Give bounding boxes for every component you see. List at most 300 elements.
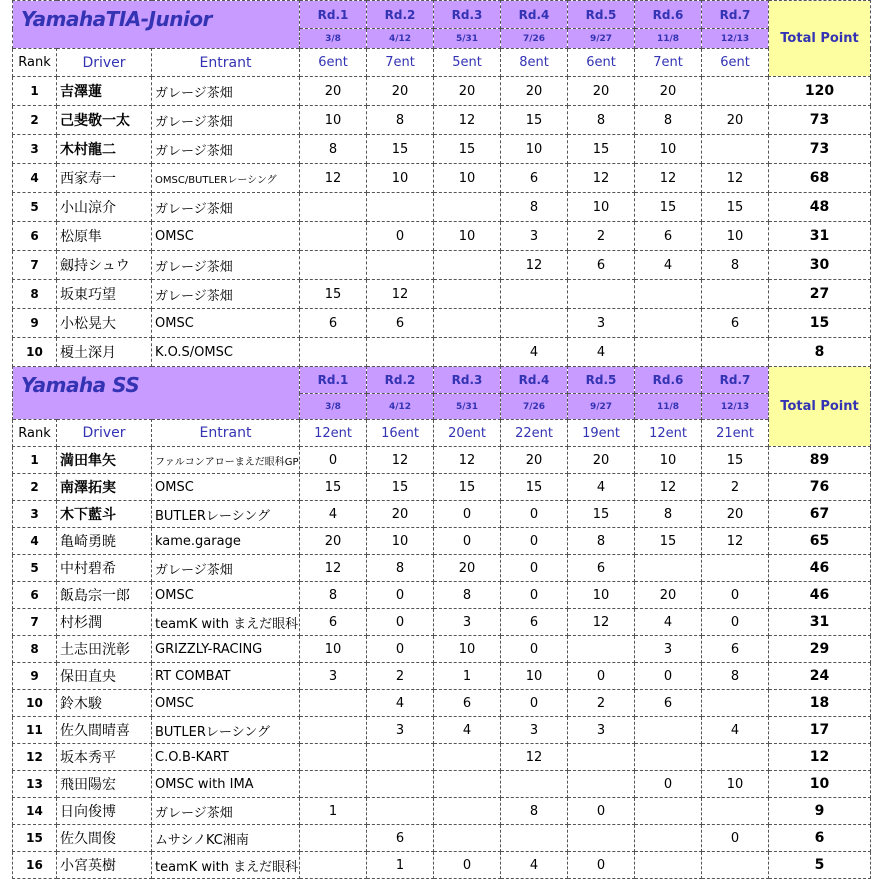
driver-cell: 満田隼矢	[57, 447, 152, 474]
section-title: YamahaTIA-Junior	[21, 7, 212, 31]
round-date: 7/26	[501, 394, 568, 420]
points-cell: 10	[501, 663, 568, 690]
rank-cell: 10	[13, 338, 57, 367]
round-label: Rd.3	[434, 1, 501, 29]
round-date: 4/12	[367, 394, 434, 420]
points-cell: 8	[501, 798, 568, 825]
points-cell	[367, 193, 434, 222]
round-label: Rd.2	[367, 367, 434, 394]
driver-cell: 松原隼	[57, 222, 152, 251]
rank-cell: 1	[13, 77, 57, 106]
entry-count: 21ent	[702, 420, 769, 447]
round-label: Rd.5	[568, 367, 635, 394]
driver-cell: 西家寿一	[57, 164, 152, 193]
total-cell: 29	[769, 636, 871, 663]
points-cell: 15	[300, 280, 367, 309]
round-label: Rd.6	[635, 367, 702, 394]
driver-cell: 飛田陽宏	[57, 771, 152, 798]
points-cell	[635, 555, 702, 582]
points-cell: 20	[702, 106, 769, 135]
points-cell	[568, 771, 635, 798]
points-cell: 12	[367, 447, 434, 474]
points-cell: 0	[635, 663, 702, 690]
entrant-cell: ガレージ茶畑	[152, 251, 300, 280]
points-cell: 12	[501, 744, 568, 771]
points-cell: 1	[434, 663, 501, 690]
points-cell: 3	[300, 663, 367, 690]
points-cell	[367, 251, 434, 280]
points-cell: 8	[367, 106, 434, 135]
points-cell: 6	[367, 825, 434, 852]
points-cell: 4	[635, 251, 702, 280]
points-cell	[501, 771, 568, 798]
table-row	[13, 663, 871, 690]
entrant-cell: teamK with まえだ眼科	[152, 609, 300, 636]
points-cell: 2	[568, 222, 635, 251]
points-cell: 4	[702, 717, 769, 744]
points-cell: 15	[367, 474, 434, 501]
driver-cell: 亀崎勇暁	[57, 528, 152, 555]
rank-cell: 3	[13, 501, 57, 528]
points-cell: 12	[702, 164, 769, 193]
points-cell: 10	[568, 193, 635, 222]
points-cell: 12	[434, 447, 501, 474]
round-date: 5/31	[434, 394, 501, 420]
entry-count: 6ent	[568, 49, 635, 77]
entrant-cell: C.O.B-KART	[152, 744, 300, 771]
points-cell	[367, 338, 434, 367]
points-cell: 0	[702, 825, 769, 852]
points-cell: 20	[300, 77, 367, 106]
entry-count: 19ent	[568, 420, 635, 447]
points-cell: 0	[367, 636, 434, 663]
table-row	[13, 447, 871, 474]
section-header-row	[13, 1, 871, 29]
entrant-cell: BUTLERレーシング	[152, 501, 300, 528]
points-cell: 15	[635, 528, 702, 555]
table-row	[13, 825, 871, 852]
entrant-cell: OMSC	[152, 474, 300, 501]
points-cell	[501, 825, 568, 852]
total-cell: 5	[769, 852, 871, 879]
points-cell	[635, 717, 702, 744]
table-row	[13, 528, 871, 555]
points-cell: 12	[635, 474, 702, 501]
points-cell	[635, 338, 702, 367]
driver-cell: 小山涼介	[57, 193, 152, 222]
table-row	[13, 771, 871, 798]
points-cell	[367, 744, 434, 771]
points-cell	[568, 636, 635, 663]
points-cell: 0	[501, 528, 568, 555]
points-cell	[702, 798, 769, 825]
entrant-cell: OMSC	[152, 309, 300, 338]
entrant-cell: ガレージ茶畑	[152, 280, 300, 309]
points-cell	[434, 280, 501, 309]
driver-cell: 鈴木駿	[57, 690, 152, 717]
points-cell: 8	[434, 582, 501, 609]
entrant-cell: ファルコンアローまえだ眼科GP	[152, 447, 300, 474]
total-cell: 68	[769, 164, 871, 193]
table-row	[13, 690, 871, 717]
points-cell: 15	[434, 474, 501, 501]
round-date: 12/13	[702, 29, 769, 49]
points-cell: 20	[568, 77, 635, 106]
points-cell: 3	[501, 222, 568, 251]
total-cell: 120	[769, 77, 871, 106]
rank-cell: 2	[13, 106, 57, 135]
entrant-cell: OMSC	[152, 582, 300, 609]
points-cell	[300, 251, 367, 280]
points-cell	[501, 280, 568, 309]
table-row	[13, 106, 871, 135]
points-cell: 6	[501, 164, 568, 193]
total-cell: 24	[769, 663, 871, 690]
points-cell: 6	[702, 636, 769, 663]
points-cell: 8	[568, 528, 635, 555]
points-cell	[300, 222, 367, 251]
total-cell: 46	[769, 555, 871, 582]
points-cell: 8	[568, 106, 635, 135]
rank-header: Rank	[13, 420, 57, 447]
points-cell: 8	[300, 135, 367, 164]
driver-cell: 土志田洸彰	[57, 636, 152, 663]
entrant-cell: OMSC	[152, 222, 300, 251]
points-cell	[702, 744, 769, 771]
points-cell: 8	[367, 555, 434, 582]
points-cell: 6	[300, 609, 367, 636]
rank-cell: 5	[13, 555, 57, 582]
rank-cell: 2	[13, 474, 57, 501]
entrant-cell: ガレージ茶畑	[152, 798, 300, 825]
table-row	[13, 582, 871, 609]
points-cell: 0	[501, 690, 568, 717]
points-cell	[568, 280, 635, 309]
points-cell: 3	[568, 717, 635, 744]
round-label: Rd.7	[702, 367, 769, 394]
points-cell: 15	[300, 474, 367, 501]
entrant-cell: ガレージ茶畑	[152, 106, 300, 135]
points-cell: 8	[635, 106, 702, 135]
driver-cell: 飯島宗一郎	[57, 582, 152, 609]
points-cell: 12	[300, 555, 367, 582]
points-cell	[434, 309, 501, 338]
entrant-cell: kame.garage	[152, 528, 300, 555]
table-row	[13, 222, 871, 251]
points-cell: 6	[702, 309, 769, 338]
points-cell: 20	[367, 501, 434, 528]
points-cell: 0	[300, 447, 367, 474]
points-cell: 6	[568, 251, 635, 280]
points-cell: 0	[501, 582, 568, 609]
table-row	[13, 555, 871, 582]
points-cell: 10	[434, 222, 501, 251]
points-cell: 20	[702, 501, 769, 528]
total-cell: 31	[769, 609, 871, 636]
round-date: 3/8	[300, 394, 367, 420]
section-title-cell	[13, 1, 300, 49]
points-cell: 6	[434, 690, 501, 717]
points-cell: 10	[434, 164, 501, 193]
points-cell: 20	[434, 555, 501, 582]
points-cell: 0	[434, 852, 501, 879]
table-row	[13, 77, 871, 106]
entrant-cell: teamK with まえだ眼科	[152, 852, 300, 879]
driver-cell: 小宮英樹	[57, 852, 152, 879]
points-cell: 10	[635, 447, 702, 474]
driver-cell: 木下藍斗	[57, 501, 152, 528]
entrant-cell: RT COMBAT	[152, 663, 300, 690]
points-cell: 15	[635, 193, 702, 222]
points-cell: 2	[568, 690, 635, 717]
entrant-cell: ガレージ茶畑	[152, 77, 300, 106]
points-cell: 12	[300, 164, 367, 193]
points-cell: 3	[501, 717, 568, 744]
points-cell: 6	[300, 309, 367, 338]
total-cell: 17	[769, 717, 871, 744]
rank-cell: 9	[13, 309, 57, 338]
rank-cell: 6	[13, 582, 57, 609]
points-cell: 15	[568, 135, 635, 164]
points-cell: 15	[702, 447, 769, 474]
points-cell	[702, 77, 769, 106]
points-cell: 15	[367, 135, 434, 164]
points-cell: 6	[635, 690, 702, 717]
rank-cell: 15	[13, 825, 57, 852]
round-label: Rd.5	[568, 1, 635, 29]
points-cell	[300, 771, 367, 798]
ss-standings-table	[12, 366, 871, 879]
points-cell: 10	[501, 135, 568, 164]
entry-count: 6ent	[702, 49, 769, 77]
total-cell: 15	[769, 309, 871, 338]
section-header-row	[13, 367, 871, 394]
round-date: 7/26	[501, 29, 568, 49]
round-date: 9/27	[568, 394, 635, 420]
points-cell: 20	[367, 77, 434, 106]
round-date: 11/8	[635, 394, 702, 420]
driver-header: Driver	[57, 420, 152, 447]
points-cell: 10	[702, 222, 769, 251]
entry-count: 20ent	[434, 420, 501, 447]
points-cell	[367, 798, 434, 825]
points-cell	[568, 825, 635, 852]
table-row	[13, 744, 871, 771]
entrant-header: Entrant	[152, 420, 300, 447]
points-cell	[702, 280, 769, 309]
round-date: 4/12	[367, 29, 434, 49]
entrant-header: Entrant	[152, 49, 300, 77]
points-cell: 15	[501, 474, 568, 501]
driver-cell: 中村碧希	[57, 555, 152, 582]
driver-cell: 木村龍二	[57, 135, 152, 164]
driver-cell: 佐久間俊	[57, 825, 152, 852]
total-cell: 65	[769, 528, 871, 555]
entry-count: 16ent	[367, 420, 434, 447]
total-cell: 31	[769, 222, 871, 251]
points-cell	[702, 338, 769, 367]
points-cell: 0	[568, 798, 635, 825]
points-cell: 20	[568, 447, 635, 474]
entrant-cell: K.O.S/OMSC	[152, 338, 300, 367]
total-cell: 73	[769, 135, 871, 164]
points-cell: 0	[501, 555, 568, 582]
points-cell: 0	[702, 609, 769, 636]
total-cell: 73	[769, 106, 871, 135]
points-cell	[300, 852, 367, 879]
entry-count: 7ent	[367, 49, 434, 77]
junior-standings-table	[12, 0, 871, 367]
points-cell: 3	[635, 636, 702, 663]
total-cell: 10	[769, 771, 871, 798]
entry-count: 22ent	[501, 420, 568, 447]
points-cell: 2	[367, 663, 434, 690]
entry-count: 7ent	[635, 49, 702, 77]
rank-header: Rank	[13, 49, 57, 77]
round-date: 9/27	[568, 29, 635, 49]
points-cell	[434, 798, 501, 825]
driver-cell: 日向俊博	[57, 798, 152, 825]
rank-cell: 10	[13, 690, 57, 717]
points-cell: 3	[568, 309, 635, 338]
points-cell: 10	[635, 135, 702, 164]
entrant-cell: ムサシノKC湘南	[152, 825, 300, 852]
driver-cell: 坂東巧望	[57, 280, 152, 309]
column-header-row	[13, 420, 871, 447]
points-cell: 6	[568, 555, 635, 582]
round-label: Rd.4	[501, 1, 568, 29]
total-cell: 76	[769, 474, 871, 501]
points-cell: 4	[568, 338, 635, 367]
points-cell	[501, 309, 568, 338]
points-cell	[434, 825, 501, 852]
points-cell: 20	[635, 77, 702, 106]
points-cell: 0	[367, 609, 434, 636]
table-row	[13, 501, 871, 528]
driver-cell: 己斐敬一太	[57, 106, 152, 135]
points-cell: 4	[568, 474, 635, 501]
column-header-row	[13, 49, 871, 77]
rank-cell: 4	[13, 164, 57, 193]
points-cell: 15	[702, 193, 769, 222]
points-cell	[434, 771, 501, 798]
points-cell: 20	[501, 77, 568, 106]
points-cell: 3	[434, 609, 501, 636]
total-cell: 30	[769, 251, 871, 280]
table-row	[13, 164, 871, 193]
points-cell: 0	[367, 222, 434, 251]
rank-cell: 7	[13, 251, 57, 280]
points-cell	[300, 744, 367, 771]
points-cell: 4	[501, 338, 568, 367]
driver-cell: 村杉潤	[57, 609, 152, 636]
section-title: Yamaha SS	[21, 373, 140, 397]
points-cell: 4	[635, 609, 702, 636]
points-cell	[702, 690, 769, 717]
points-cell: 8	[635, 501, 702, 528]
rank-cell: 4	[13, 528, 57, 555]
points-cell: 3	[367, 717, 434, 744]
entry-count: 12ent	[300, 420, 367, 447]
driver-header: Driver	[57, 49, 152, 77]
points-cell: 4	[367, 690, 434, 717]
table-row	[13, 309, 871, 338]
table-row	[13, 798, 871, 825]
points-cell: 8	[501, 193, 568, 222]
points-cell: 10	[702, 771, 769, 798]
entry-count: 5ent	[434, 49, 501, 77]
points-cell	[300, 690, 367, 717]
entrant-cell: GRIZZLY-RACING	[152, 636, 300, 663]
points-cell: 6	[635, 222, 702, 251]
points-cell	[434, 251, 501, 280]
total-cell: 8	[769, 338, 871, 367]
entry-count: 6ent	[300, 49, 367, 77]
entrant-cell: BUTLERレーシング	[152, 717, 300, 744]
points-cell	[434, 338, 501, 367]
points-cell	[635, 280, 702, 309]
points-cell: 0	[568, 852, 635, 879]
round-label: Rd.3	[434, 367, 501, 394]
points-cell: 12	[568, 164, 635, 193]
points-cell: 0	[434, 501, 501, 528]
total-cell: 46	[769, 582, 871, 609]
table-row	[13, 717, 871, 744]
driver-cell: 小松晃大	[57, 309, 152, 338]
points-cell: 4	[501, 852, 568, 879]
rank-cell: 13	[13, 771, 57, 798]
round-label: Rd.6	[635, 1, 702, 29]
rank-cell: 11	[13, 717, 57, 744]
points-cell	[300, 717, 367, 744]
driver-cell: 坂本秀平	[57, 744, 152, 771]
table-row	[13, 474, 871, 501]
entrant-cell: ガレージ茶畑	[152, 193, 300, 222]
rank-cell: 7	[13, 609, 57, 636]
total-point-header: Total Point	[769, 367, 871, 447]
points-cell	[635, 798, 702, 825]
points-cell: 12	[501, 251, 568, 280]
points-cell	[300, 338, 367, 367]
driver-cell: 劔持シュウ	[57, 251, 152, 280]
table-row	[13, 135, 871, 164]
round-date: 11/8	[635, 29, 702, 49]
points-cell	[300, 193, 367, 222]
points-cell: 12	[568, 609, 635, 636]
points-cell	[635, 825, 702, 852]
entrant-cell: OMSC/BUTLERレーシング	[152, 164, 300, 193]
points-cell	[300, 825, 367, 852]
points-cell: 15	[568, 501, 635, 528]
points-cell	[702, 852, 769, 879]
driver-cell: 保田直央	[57, 663, 152, 690]
points-cell: 8	[702, 663, 769, 690]
table-row	[13, 193, 871, 222]
points-cell: 20	[300, 528, 367, 555]
round-date: 12/13	[702, 394, 769, 420]
rank-cell: 1	[13, 447, 57, 474]
table-row	[13, 609, 871, 636]
points-cell: 10	[300, 636, 367, 663]
table-row	[13, 636, 871, 663]
table-row	[13, 852, 871, 879]
points-cell: 8	[300, 582, 367, 609]
points-cell: 0	[367, 582, 434, 609]
entry-count: 8ent	[501, 49, 568, 77]
points-cell: 0	[434, 528, 501, 555]
points-cell: 0	[568, 663, 635, 690]
points-cell: 12	[635, 164, 702, 193]
